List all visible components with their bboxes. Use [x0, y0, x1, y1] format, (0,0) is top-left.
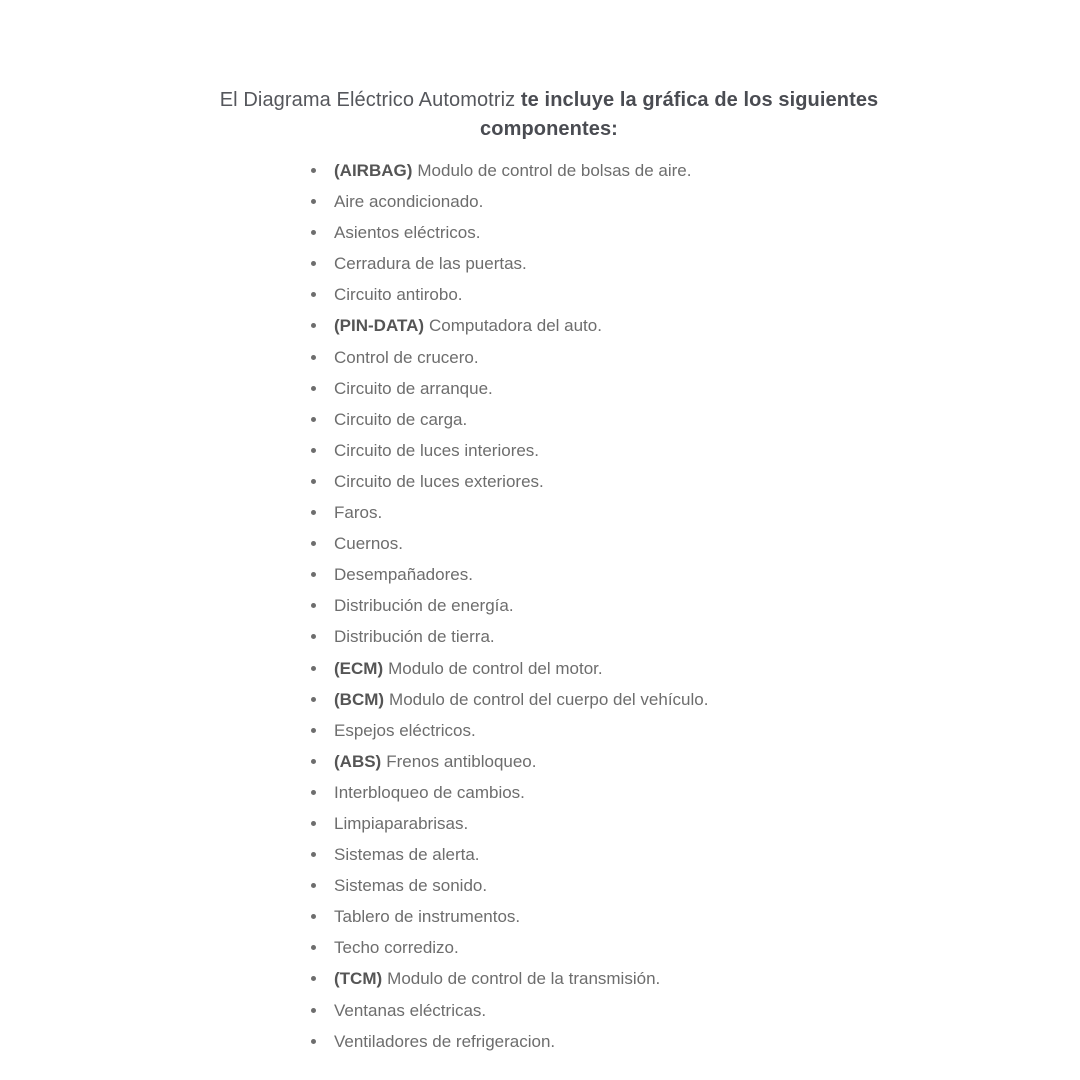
list-item: [310, 248, 990, 279]
list-item-text: Distribución de tierra.: [334, 627, 495, 647]
bullet-icon: [311, 697, 316, 702]
list-item-text: Modulo de control del cuerpo del vehículo.: [389, 689, 709, 709]
bullet-icon: [311, 199, 316, 204]
list-item: [310, 932, 990, 963]
list-item-text: Circuito de arranque.: [334, 378, 493, 398]
list-item: [310, 559, 990, 590]
list-item: [310, 684, 990, 715]
bullet-icon: [311, 541, 316, 546]
list-item: [310, 653, 990, 684]
list-item-text: Circuito antirobo.: [334, 285, 463, 305]
bullet-icon: [311, 386, 316, 391]
list-item: [310, 1026, 990, 1057]
list-item-text: Ventanas eléctricas.: [334, 1000, 487, 1020]
list-item-text: Computadora del auto.: [429, 316, 602, 336]
list-item-text: Tablero de instrumentos.: [334, 907, 521, 927]
bullet-icon: [311, 168, 316, 173]
list-item: [310, 901, 990, 932]
list-item-tag: (AIRBAG): [334, 161, 413, 180]
bullet-icon: [311, 230, 316, 235]
list-item: [310, 839, 990, 870]
list-item: [310, 404, 990, 435]
bullet-icon: [311, 759, 316, 764]
list-item: [310, 279, 990, 310]
list-item: [310, 342, 990, 373]
list-item-text: Faros.: [334, 503, 383, 523]
bullet-icon: [311, 976, 316, 981]
list-item-text: Circuito de luces exteriores.: [334, 471, 544, 491]
bullet-icon: [311, 323, 316, 328]
list-item: [310, 497, 990, 528]
components-list: [310, 155, 990, 1057]
heading-lead-text: El Diagrama Eléctrico Automotriz: [219, 89, 516, 111]
list-item-text: Circuito de carga.: [334, 409, 468, 429]
bullet-icon: [311, 634, 316, 639]
list-item: [310, 435, 990, 466]
list-item-text: Distribución de energía.: [334, 596, 514, 616]
list-item: [310, 870, 990, 901]
list-item-text: Sistemas de sonido.: [334, 876, 488, 896]
bullet-icon: [311, 417, 316, 422]
list-item: [310, 373, 990, 404]
list-item-text: Cerradura de las puertas.: [334, 254, 527, 274]
list-item: [310, 621, 990, 652]
bullet-icon: [311, 479, 316, 484]
list-item-tag: (PIN-DATA): [334, 316, 425, 336]
list-item: [310, 746, 990, 777]
list-item-text: Modulo de control de bolsas de aire.: [417, 161, 692, 180]
list-item-text: Control de crucero.: [334, 347, 479, 367]
list-item-tag: (BCM): [334, 689, 385, 709]
list-item-text: Espejos eléctricos.: [334, 720, 476, 740]
bullet-icon: [311, 355, 316, 360]
list-item-tag: (TCM): [334, 969, 383, 989]
page-heading: [190, 86, 908, 144]
list-item-text: Frenos antibloqueo.: [386, 751, 537, 771]
bullet-icon: [311, 448, 316, 453]
list-item: [310, 715, 990, 746]
bullet-icon: [311, 261, 316, 266]
bullet-icon: [311, 510, 316, 515]
list-item-text: Modulo de control de la transmisión.: [387, 969, 661, 989]
list-item-tag: (ECM): [334, 658, 384, 678]
bullet-icon: [311, 728, 316, 733]
bullet-icon: [311, 914, 316, 919]
list-item-text: Limpiaparabrisas.: [334, 813, 469, 833]
list-item: [310, 590, 990, 621]
bullet-icon: [311, 1008, 316, 1013]
list-item: [310, 217, 990, 248]
list-item-tag: (ABS): [334, 751, 382, 771]
list-item-text: Cuernos.: [334, 534, 403, 554]
bullet-icon: [311, 790, 316, 795]
list-item-text: Asientos eléctricos.: [334, 223, 481, 243]
heading-strong-text: te incluye la gráfica de los siguientes componentes:: [480, 89, 879, 140]
bullet-icon: [311, 603, 316, 608]
bullet-icon: [311, 821, 316, 826]
list-item: [310, 995, 990, 1026]
list-item: [310, 808, 990, 839]
list-item: [310, 186, 990, 217]
bullet-icon: [311, 883, 316, 888]
list-item: [310, 155, 990, 186]
list-item-text: Aire acondicionado.: [334, 192, 484, 212]
list-item: [310, 310, 990, 341]
bullet-icon: [311, 292, 316, 297]
list-item: [310, 963, 990, 994]
list-item: [310, 528, 990, 559]
list-item-text: Desempañadores.: [334, 565, 473, 585]
list-item-text: Ventiladores de refrigeracion.: [334, 1031, 556, 1051]
list-item-text: Modulo de control del motor.: [388, 658, 603, 678]
list-item: [310, 466, 990, 497]
list-item-text: Circuito de luces interiores.: [334, 440, 540, 460]
bullet-icon: [311, 945, 316, 950]
list-item-text: Sistemas de alerta.: [334, 845, 480, 865]
list-item-text: Interbloqueo de cambios.: [334, 782, 525, 802]
bullet-icon: [311, 852, 316, 857]
bullet-icon: [311, 572, 316, 577]
bullet-icon: [311, 1039, 316, 1044]
list-item: [310, 777, 990, 808]
list-item-text: Techo corredizo.: [334, 938, 459, 958]
bullet-icon: [311, 666, 316, 671]
